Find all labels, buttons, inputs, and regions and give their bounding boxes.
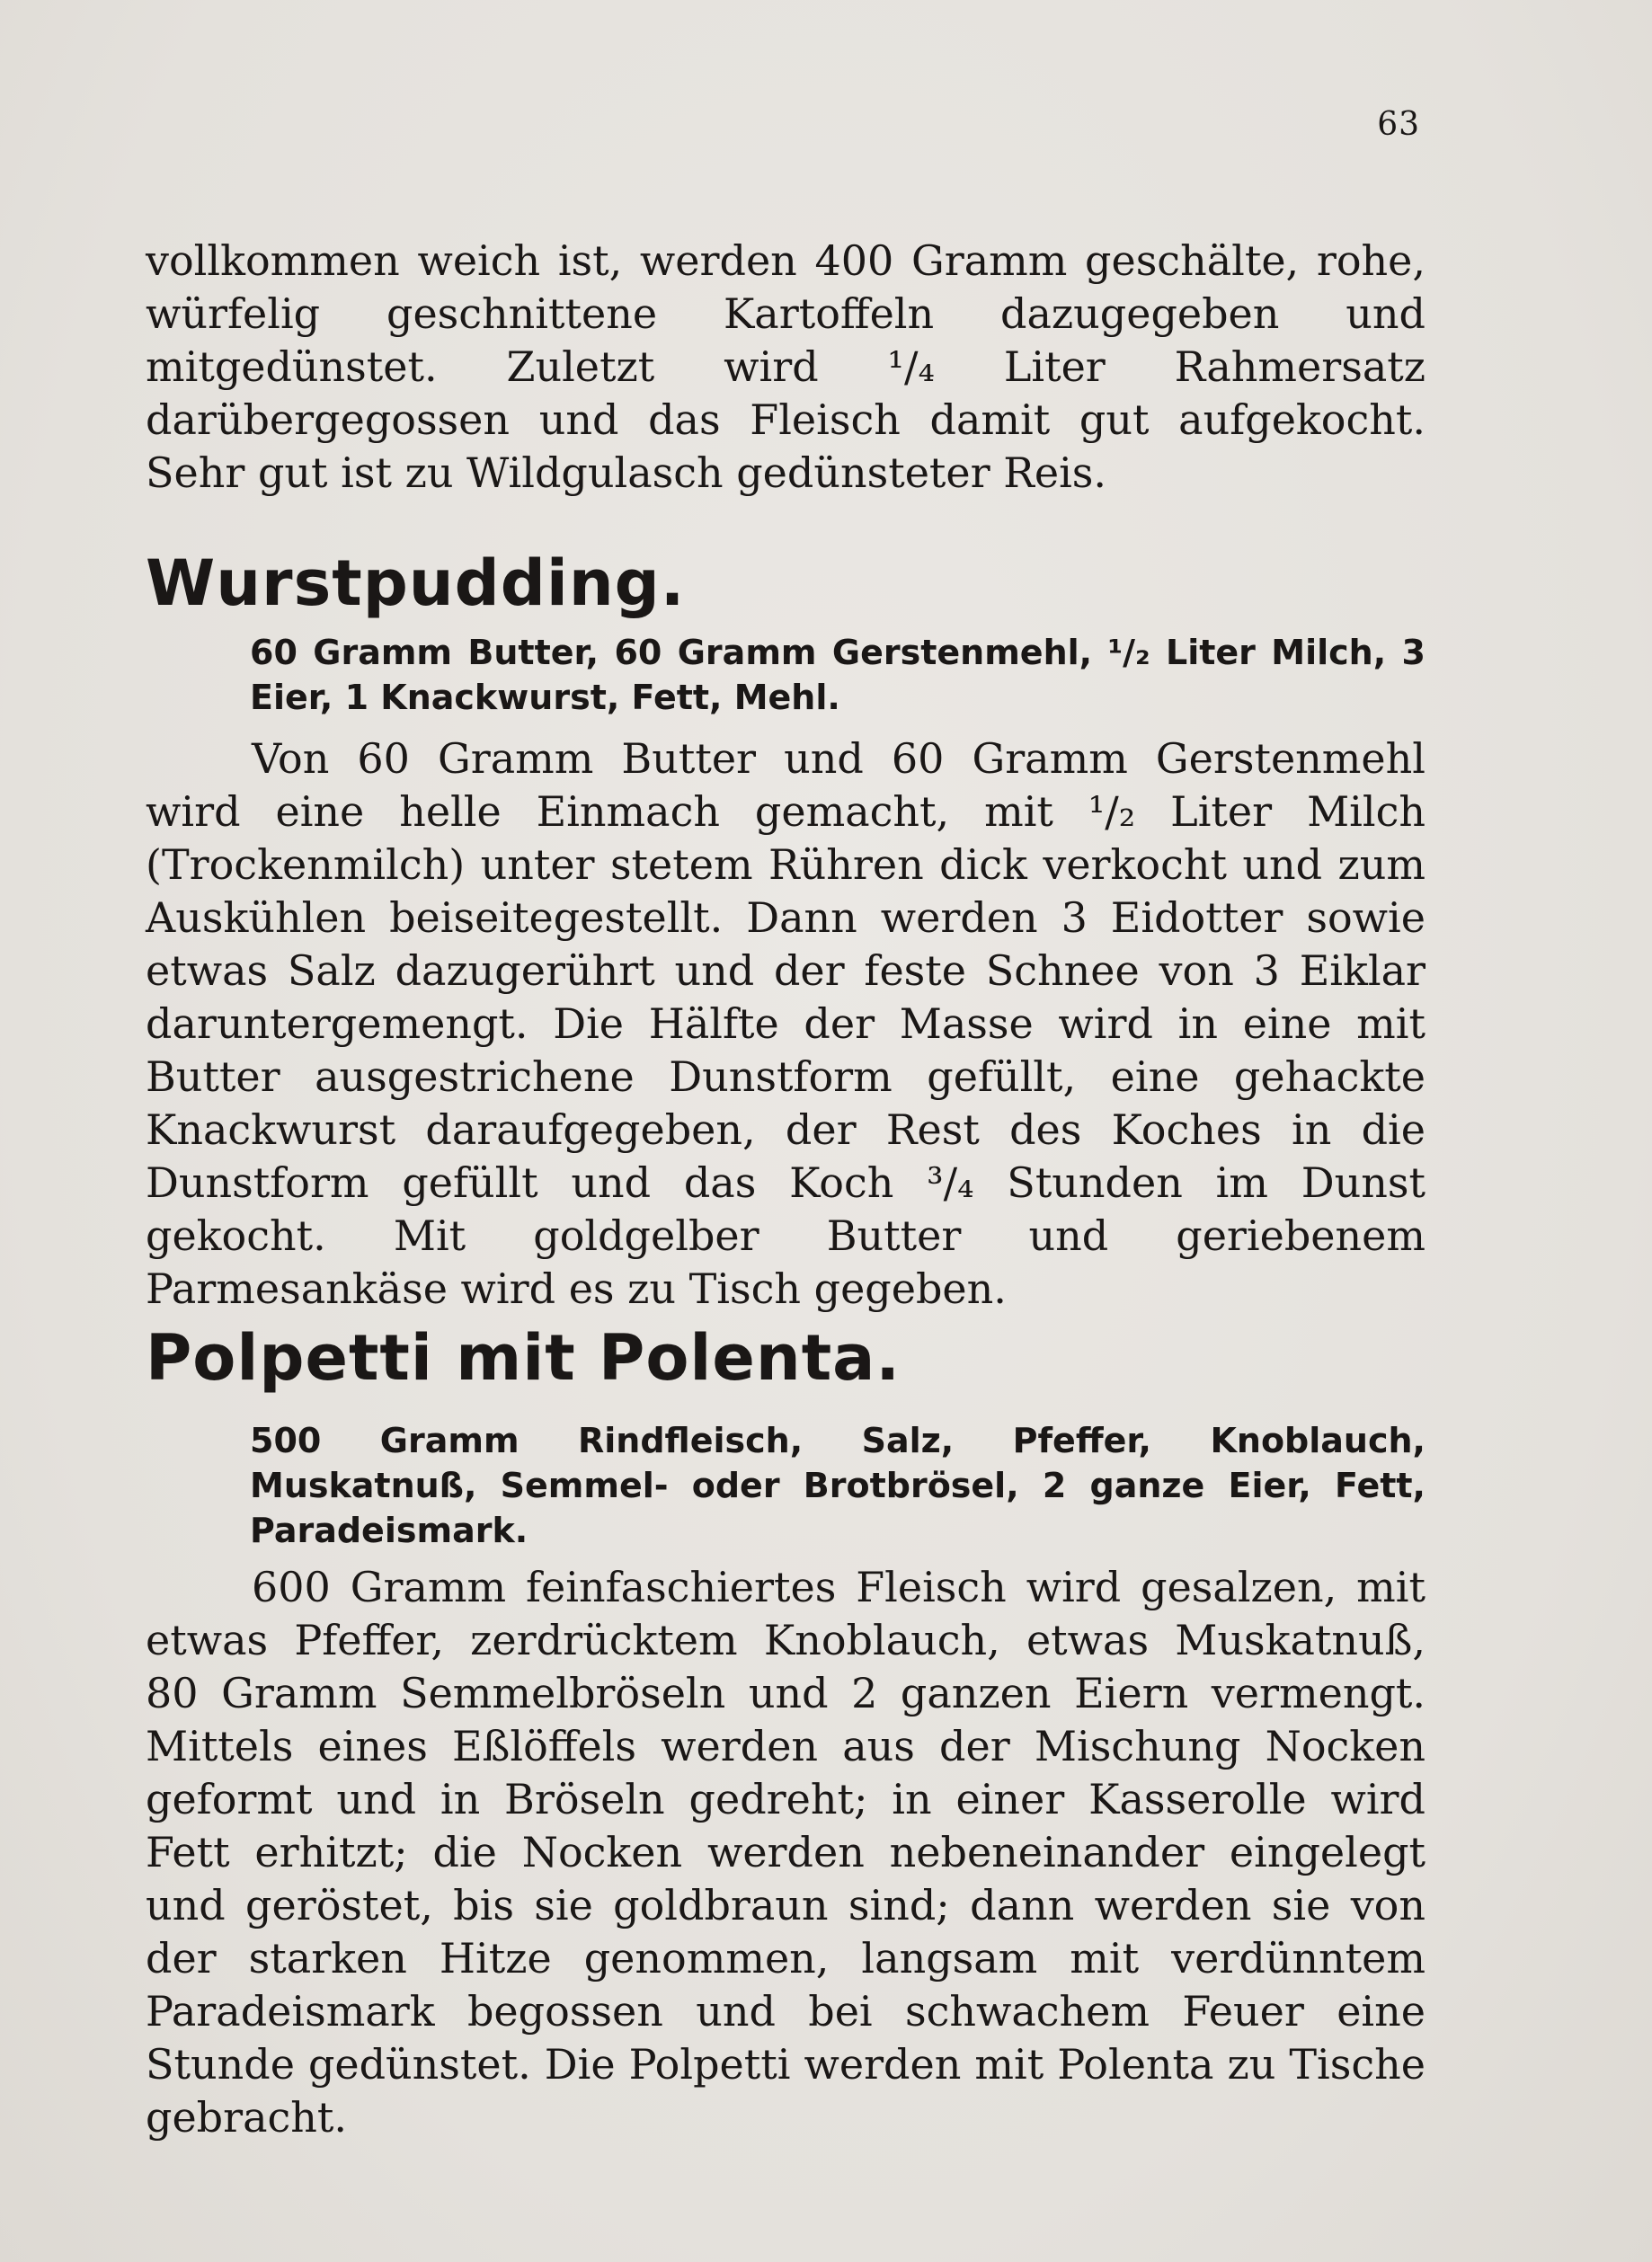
recipe-title-polpetti: Polpetti mit Polenta. [146, 1321, 901, 1395]
instructions-wurstpudding: Von 60 Gramm Butter und 60 Gramm Gerstenmehl wird eine helle Einmach gemacht, mit ¹/₂ Liter Milch (Trockenmilch) unter stetem Rühren dick verkocht und zum Auskühlen beiseitegestellt. Dann werden 3 Eidotter sowie etwas Salz dazugerührt und der feste Schnee von 3 Eiklar daruntergemengt. Die Hälfte der Masse wird in eine mit Butter ausgestrichene Dunstform gefüllt, eine gehackte Knackwurst daraufgegeben, der Rest des Koches in die Dunstform gefüllt und das Koch ³/₄ Stunden im Dunst gekocht. Mit goldgelber Butter und geriebenem Parmesankäse wird es zu Tisch gegeben. [146, 734, 1426, 1313]
instructions-polpetti: 600 Gramm feinfaschiertes Fleisch wird gesalzen, mit etwas Pfeffer, zerdrücktem Knoblauch, etwas Muskatnuß, 80 Gramm Semmelbröseln und 2 ganzen Eiern vermengt. Mittels eines Eßlöffels werden aus der Mischung Nocken geformt und in Bröseln gedreht; in einer Kasserolle wird Fett erhitzt; die Nocken werden nebeneinander eingelegt und geröstet, bis sie goldbraun sind; dann werden sie von der starken Hitze genommen, langsam mit verdünntem Paradeismark begossen und bei schwachem Feuer eine Stunde gedünstet. Die Polpetti werden mit Polenta zu Tische gebracht. [146, 1563, 1426, 2142]
recipe-title-wurstpudding: Wurstpudding. [146, 546, 686, 620]
page-number: 63 [1377, 106, 1420, 143]
ingredients-wurstpudding: 60 Gramm Butter, 60 Gramm Gerstenmehl, ¹/₂ Liter Milch, 3 Eier, 1 Knackwurst, Fett, Mehl. [250, 633, 1426, 717]
intro-paragraph: vollkommen weich ist, werden 400 Gramm geschälte, rohe, würfelig geschnittene Kartoffeln dazugegeben und mitgedünstet. Zuletzt wird ¹/₄ Liter Rahmersatz darübergegossen und das Fleisch damit gut aufgekocht. Sehr gut ist zu Wildgulasch gedünsteter Reis. [146, 236, 1426, 497]
ingredients-polpetti: 500 Gramm Rindfleisch, Salz, Pfeffer, Knoblauch, Muskatnuß, Semmel- oder Brotbrösel, 2 ganze Eier, Fett, Paradeismark. [250, 1421, 1426, 1550]
